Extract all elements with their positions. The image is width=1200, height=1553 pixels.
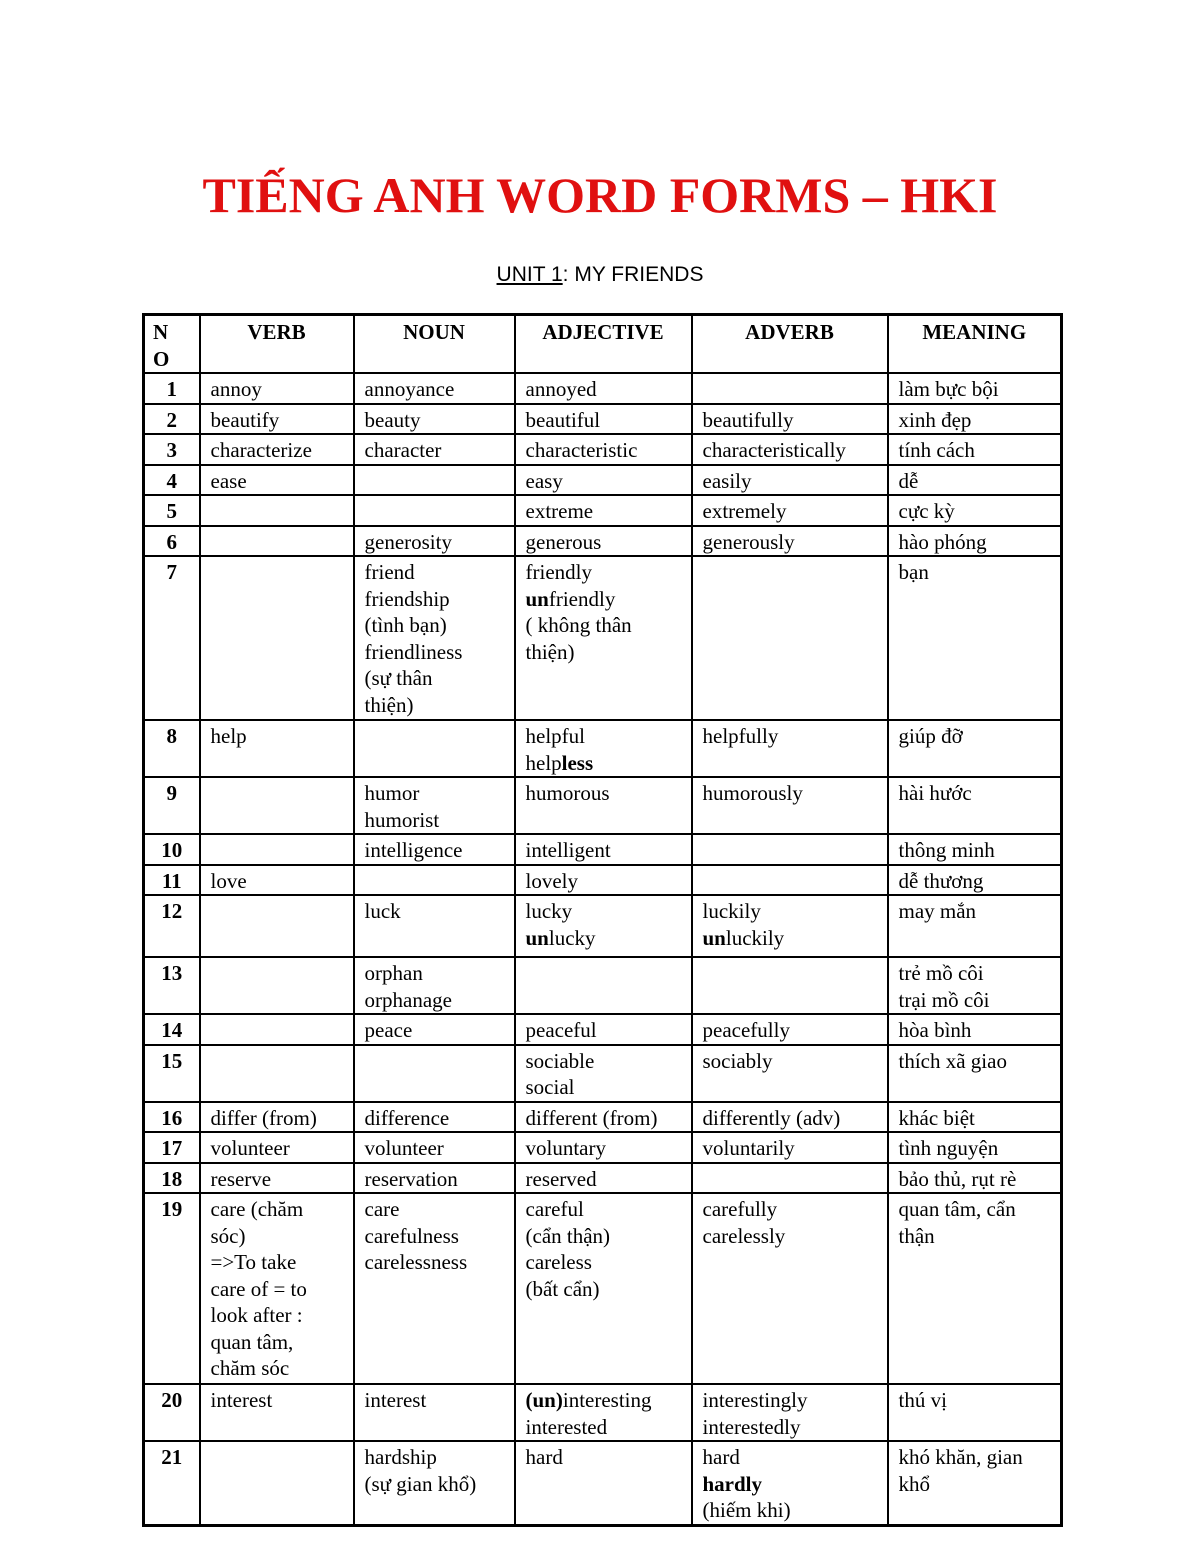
meaning-cell: hài hước [888,777,1062,834]
noun-cell [354,1045,515,1102]
verb-cell: characterize [200,434,354,465]
adjective-cell: different (from) [515,1102,692,1133]
verb-cell [200,777,354,834]
adjective-cell: easy [515,465,692,496]
row-number: 1 [144,373,200,404]
row-number: 4 [144,465,200,496]
verb-cell [200,1014,354,1045]
verb-cell: differ (from) [200,1102,354,1133]
meaning-cell: trẻ mồ côi trại mồ côi [888,957,1062,1014]
adverb-cell: hard hardly (hiếm khi) [692,1441,888,1525]
adjective-cell: helpful helpless [515,720,692,777]
word-forms-table [142,313,1063,1527]
noun-cell: hardship (sự gian khổ) [354,1441,515,1525]
noun-cell [354,465,515,496]
table-row [144,1163,1062,1194]
adjective-cell: hard [515,1441,692,1525]
adjective-cell: friendly unfriendly ( không thân thiện) [515,556,692,720]
adverb-cell [692,373,888,404]
noun-cell [354,495,515,526]
adjective-cell: generous [515,526,692,557]
row-number: 5 [144,495,200,526]
table-row [144,1045,1062,1102]
meaning-cell: hòa bình [888,1014,1062,1045]
table-row [144,895,1062,957]
adverb-cell: easily [692,465,888,496]
meaning-cell: dễ thương [888,865,1062,896]
adverb-cell [692,865,888,896]
meaning-cell: thú vị [888,1384,1062,1441]
row-number: 14 [144,1014,200,1045]
adverb-cell: interestingly interestedly [692,1384,888,1441]
adjective-cell: lovely [515,865,692,896]
noun-cell: care carefulness carelessness [354,1193,515,1384]
meaning-cell: quan tâm, cẩn thận [888,1193,1062,1384]
table-row [144,1014,1062,1045]
meaning-cell: bảo thủ, rụt rè [888,1163,1062,1194]
meaning-cell: thông minh [888,834,1062,865]
table-row [144,1132,1062,1163]
adjective-cell: humorous [515,777,692,834]
row-number: 13 [144,957,200,1014]
adverb-cell [692,957,888,1014]
noun-cell [354,720,515,777]
verb-cell: help [200,720,354,777]
meaning-cell: tình nguyện [888,1132,1062,1163]
adverb-cell: characteristically [692,434,888,465]
row-number: 11 [144,865,200,896]
table-row [144,495,1062,526]
row-number: 12 [144,895,200,957]
row-number: 8 [144,720,200,777]
noun-cell: generosity [354,526,515,557]
noun-cell: peace [354,1014,515,1045]
table-row [144,957,1062,1014]
adjective-cell: annoyed [515,373,692,404]
adverb-cell: voluntarily [692,1132,888,1163]
noun-cell [354,865,515,896]
meaning-cell: xinh đẹp [888,404,1062,435]
row-number: 16 [144,1102,200,1133]
row-number: 2 [144,404,200,435]
verb-cell: reserve [200,1163,354,1194]
table-row [144,526,1062,557]
noun-cell: volunteer [354,1132,515,1163]
noun-cell: reservation [354,1163,515,1194]
unit-number: UNIT 1 [496,263,563,286]
noun-cell: annoyance [354,373,515,404]
table-row [144,834,1062,865]
row-number: 19 [144,1193,200,1384]
verb-cell: interest [200,1384,354,1441]
header-no: N O [144,315,200,374]
header-adverb: ADVERB [692,315,888,374]
verb-cell [200,895,354,957]
adjective-cell: careful (cẩn thận) careless (bất cẩn) [515,1193,692,1384]
adverb-cell: carefully carelessly [692,1193,888,1384]
adverb-cell: differently (adv) [692,1102,888,1133]
adverb-cell: luckily unluckily [692,895,888,957]
adjective-cell: reserved [515,1163,692,1194]
row-number: 9 [144,777,200,834]
verb-cell: love [200,865,354,896]
noun-cell: orphan orphanage [354,957,515,1014]
noun-cell: intelligence [354,834,515,865]
adjective-cell: characteristic [515,434,692,465]
table-row [144,777,1062,834]
verb-cell [200,957,354,1014]
table-row [144,1384,1062,1441]
noun-cell: beauty [354,404,515,435]
adverb-cell [692,1163,888,1194]
verb-cell [200,556,354,720]
header-verb: VERB [200,315,354,374]
meaning-cell: làm bực bội [888,373,1062,404]
table-row [144,434,1062,465]
adverb-cell: generously [692,526,888,557]
row-number: 7 [144,556,200,720]
table-row [144,373,1062,404]
noun-cell: luck [354,895,515,957]
adverb-cell: humorously [692,777,888,834]
adverb-cell: sociably [692,1045,888,1102]
meaning-cell: khác biệt [888,1102,1062,1133]
row-number: 21 [144,1441,200,1525]
row-number: 15 [144,1045,200,1102]
row-number: 17 [144,1132,200,1163]
verb-cell: ease [200,465,354,496]
table-row [144,556,1062,720]
meaning-cell: cực kỳ [888,495,1062,526]
table-row [144,1441,1062,1525]
noun-cell: humor humorist [354,777,515,834]
row-number: 18 [144,1163,200,1194]
adverb-cell: extremely [692,495,888,526]
table-row [144,720,1062,777]
adverb-cell: beautifully [692,404,888,435]
adverb-cell [692,834,888,865]
meaning-cell: dễ [888,465,1062,496]
noun-cell: difference [354,1102,515,1133]
meaning-cell: thích xã giao [888,1045,1062,1102]
table-row [144,404,1062,435]
verb-cell [200,834,354,865]
table-row [144,1193,1062,1384]
noun-cell: interest [354,1384,515,1441]
adjective-cell: (un)interesting interested [515,1384,692,1441]
meaning-cell: giúp đỡ [888,720,1062,777]
verb-cell [200,1441,354,1525]
verb-cell: beautify [200,404,354,435]
row-number: 20 [144,1384,200,1441]
noun-cell: character [354,434,515,465]
verb-cell [200,526,354,557]
table-header-row [144,315,1062,374]
table-row [144,465,1062,496]
unit-heading [0,261,1200,289]
verb-cell: volunteer [200,1132,354,1163]
adjective-cell: sociable social [515,1045,692,1102]
verb-cell: care (chăm sóc) =>To take care of = to look after : quan tâm, chăm sóc [200,1193,354,1384]
header-meaning: MEANING [888,315,1062,374]
noun-cell: friend friendship (tình bạn) friendliness (sự thân thiện) [354,556,515,720]
meaning-cell: hào phóng [888,526,1062,557]
adjective-cell: voluntary [515,1132,692,1163]
adjective-cell: beautiful [515,404,692,435]
adverb-cell [692,556,888,720]
meaning-cell: tính cách [888,434,1062,465]
meaning-cell: bạn [888,556,1062,720]
adverb-cell: peacefully [692,1014,888,1045]
adjective-cell: extreme [515,495,692,526]
meaning-cell: khó khăn, gian khổ [888,1441,1062,1525]
verb-cell [200,495,354,526]
adjective-cell [515,957,692,1014]
verb-cell: annoy [200,373,354,404]
page-title: TIẾNG ANH WORD FORMS – HKI [202,167,998,223]
row-number: 6 [144,526,200,557]
header-adjective: ADJECTIVE [515,315,692,374]
verb-cell [200,1045,354,1102]
table-row [144,865,1062,896]
adjective-cell: intelligent [515,834,692,865]
adjective-cell: peaceful [515,1014,692,1045]
header-noun: NOUN [354,315,515,374]
row-number: 10 [144,834,200,865]
row-number: 3 [144,434,200,465]
meaning-cell: may mắn [888,895,1062,957]
adverb-cell: helpfully [692,720,888,777]
table-row [144,1102,1062,1133]
unit-topic: : MY FRIENDS [562,263,704,286]
adjective-cell: lucky unlucky [515,895,692,957]
